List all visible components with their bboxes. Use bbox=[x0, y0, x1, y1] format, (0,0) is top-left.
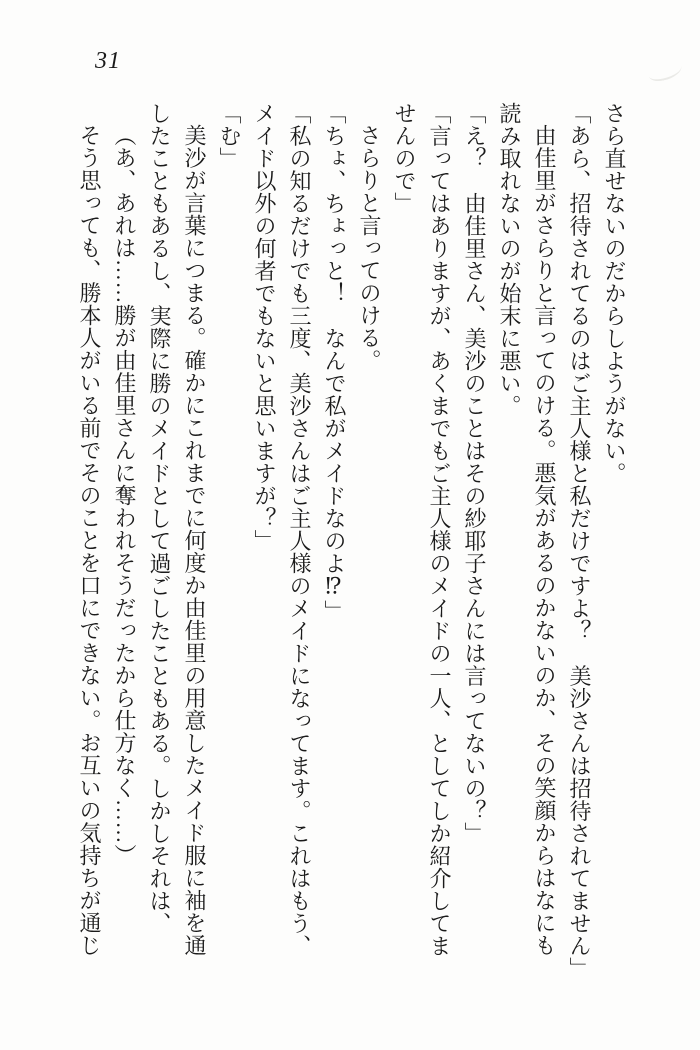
text-line: 「私の知るだけでも三度、美沙さんはご主人様のメイドになってます。これはもう、 bbox=[287, 102, 312, 957]
text-line: （あ、あれは……勝が由佳里さんに奪われそうだったから仕方なく……） bbox=[112, 124, 137, 867]
scan-smudge-mark bbox=[647, 59, 684, 84]
text-line: 「言ってはありますが、あくまでもご主人様のメイドの一人、としてしか紹介してま bbox=[427, 102, 452, 957]
text-line: 読み取れないのが始末に悪い。 bbox=[497, 102, 522, 417]
text-line: さらりと言ってのける。 bbox=[357, 124, 382, 372]
text-line: 「え？ 由佳里さん、美沙のことはその紗耶子さんには言ってないの？」 bbox=[462, 102, 487, 845]
text-block bbox=[72, 102, 632, 980]
text-line: さら直せないのだからしようがない。 bbox=[602, 102, 627, 485]
text-line: メイド以外の何者でもないと思いますが？」 bbox=[252, 102, 277, 552]
text-line: せんので」 bbox=[392, 102, 417, 215]
text-line: 「ちょ、ちょっと！ なんで私がメイドなのよ⁉」 bbox=[322, 102, 347, 623]
text-line: 「あら、招待されてるのはご主人様と私だけですよ？ 美沙さんは招待されてません」 bbox=[567, 102, 592, 980]
page-number: 31 bbox=[95, 48, 121, 74]
text-line: 美沙が言葉につまる。確かにこれまでに何度か由佳里の用意したメイド服に袖を通 bbox=[182, 124, 207, 957]
text-line: そう思っても、勝本人がいる前でそのことを口にできない。お互いの気持ちが通じ bbox=[77, 124, 102, 957]
text-line: したこともあるし、実際に勝のメイドとして過ごしたこともある。しかしそれは、 bbox=[147, 102, 172, 935]
text-line: 由佳里がさらりと言ってのける。悪気があるのかないのか、その笑顔からはなにも bbox=[532, 124, 557, 957]
text-line: 「む」 bbox=[217, 102, 242, 170]
